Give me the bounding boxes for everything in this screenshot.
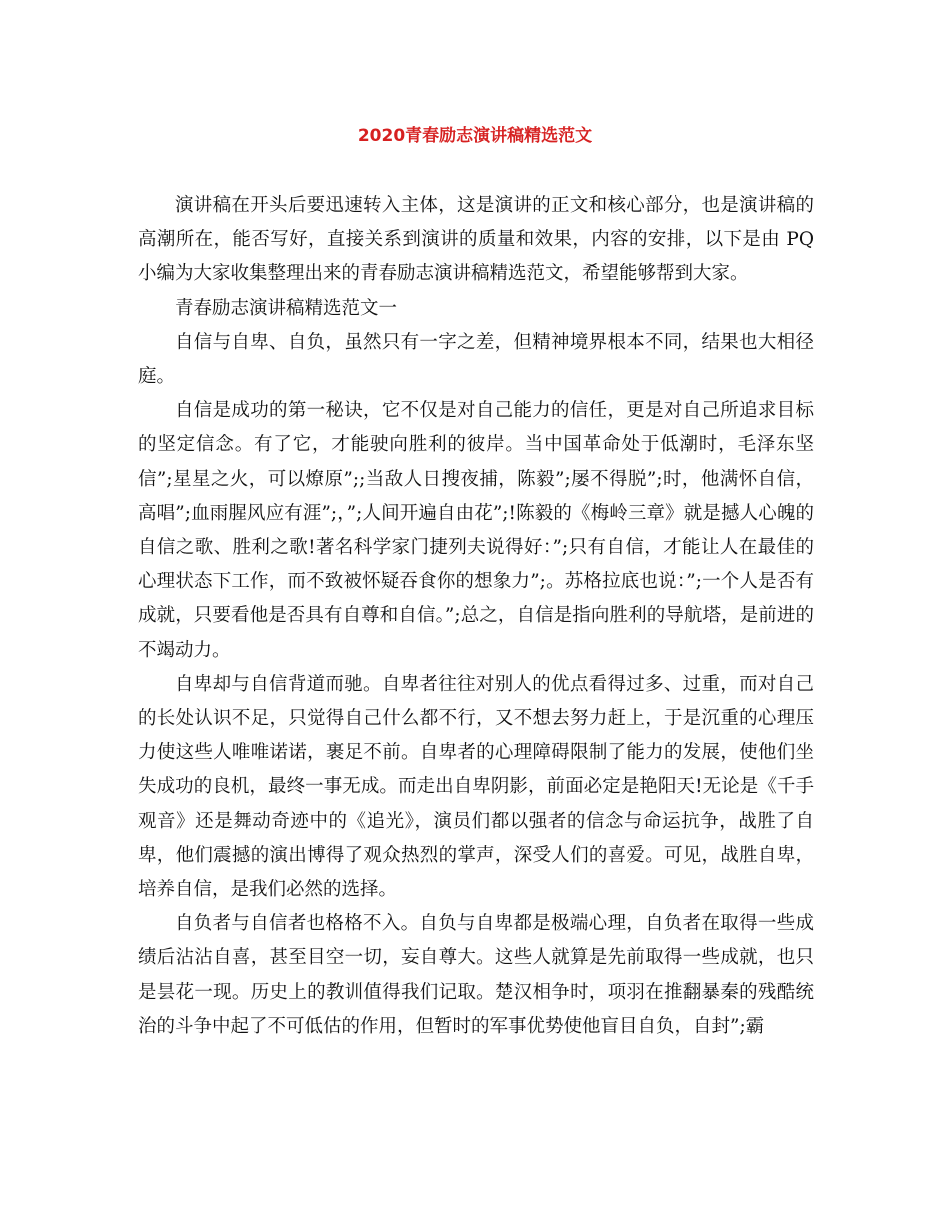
section-heading: 青春励志演讲稿精选范文一: [175, 297, 398, 319]
paragraph: 自负者与自信者也格格不入。自负与自卑都是极端心理，自负者在取得一些成绩后沾沾自喜，甚至目空一切，妄自尊大。这些人就算是先前取得一些成就，也只是昙花一现。历史上的教训值得我们记取。楚汉相争时，项羽在推翻暴秦的残酷统治的斗争中起了不可低估的作用，但暂时的军事优势使他盲目自负，自封”;霸: [138, 913, 814, 1037]
paragraph: 自信是成功的第一秘诀，它不仅是对自己能力的信任，更是对自己所追求目标的坚定信念。有了它，才能驶向胜利的彼岸。当中国革命处于低潮时，毛泽东坚信”;星星之火，可以燎原”;;当敌人日搜夜捕，陈毅”;屡不得脱”;时，他满怀自信，高唱”;血雨腥风应有涯”;，”;人间开遍自由花”;!陈毅的《梅岭三章》就是撼人心魄的自信之歌、胜利之歌!著名科学家门捷列夫说得好：”;只有自信，才能让人在最佳的心理状态下工作，而不致被怀疑吞食你的想象力”;。苏格拉底也说：”;一个人是否有成就，只要看他是否具有自尊和自信。”;总之，自信是指向胜利的导航塔，是前进的不竭动力。: [138, 400, 814, 661]
document-body: [138, 189, 814, 1044]
document-title: 2020青春励志演讲稿精选范文: [357, 126, 593, 146]
paragraph: 自信与自卑、自负，虽然只有一字之差，但精神境界根本不同，结果也大相径庭。: [138, 331, 814, 388]
paragraph: 自卑却与自信背道而驰。自卑者往往对别人的优点看得过多、过重，而对自己的长处认识不足，只觉得自己什么都不行，又不想去努力赶上，于是沉重的心理压力使这些人唯唯诺诺，裹足不前。自卑者的心理障碍限制了能力的发展，使他们坐失成功的良机，最终一事无成。而走出自卑阴影，前面必定是艳阳天!无论是《千手观音》还是舞动奇迹中的《追光》，演员们都以强者的信念与命运抗争，战胜了自卑，他们震撼的演出博得了观众热烈的掌声，深受人们的喜爱。可见，战胜自卑，培养自信，是我们必然的选择。: [138, 673, 814, 901]
paragraph-intro: 演讲稿在开头后要迅速转入主体，这是演讲的正文和核心部分，也是演讲稿的高潮所在，能否写好，直接关系到演讲的质量和效果，内容的安排，以下是由 PQ 小编为大家收集整理出来的青春励志演讲稿精选范文，希望能够帮到大家。: [138, 195, 814, 285]
